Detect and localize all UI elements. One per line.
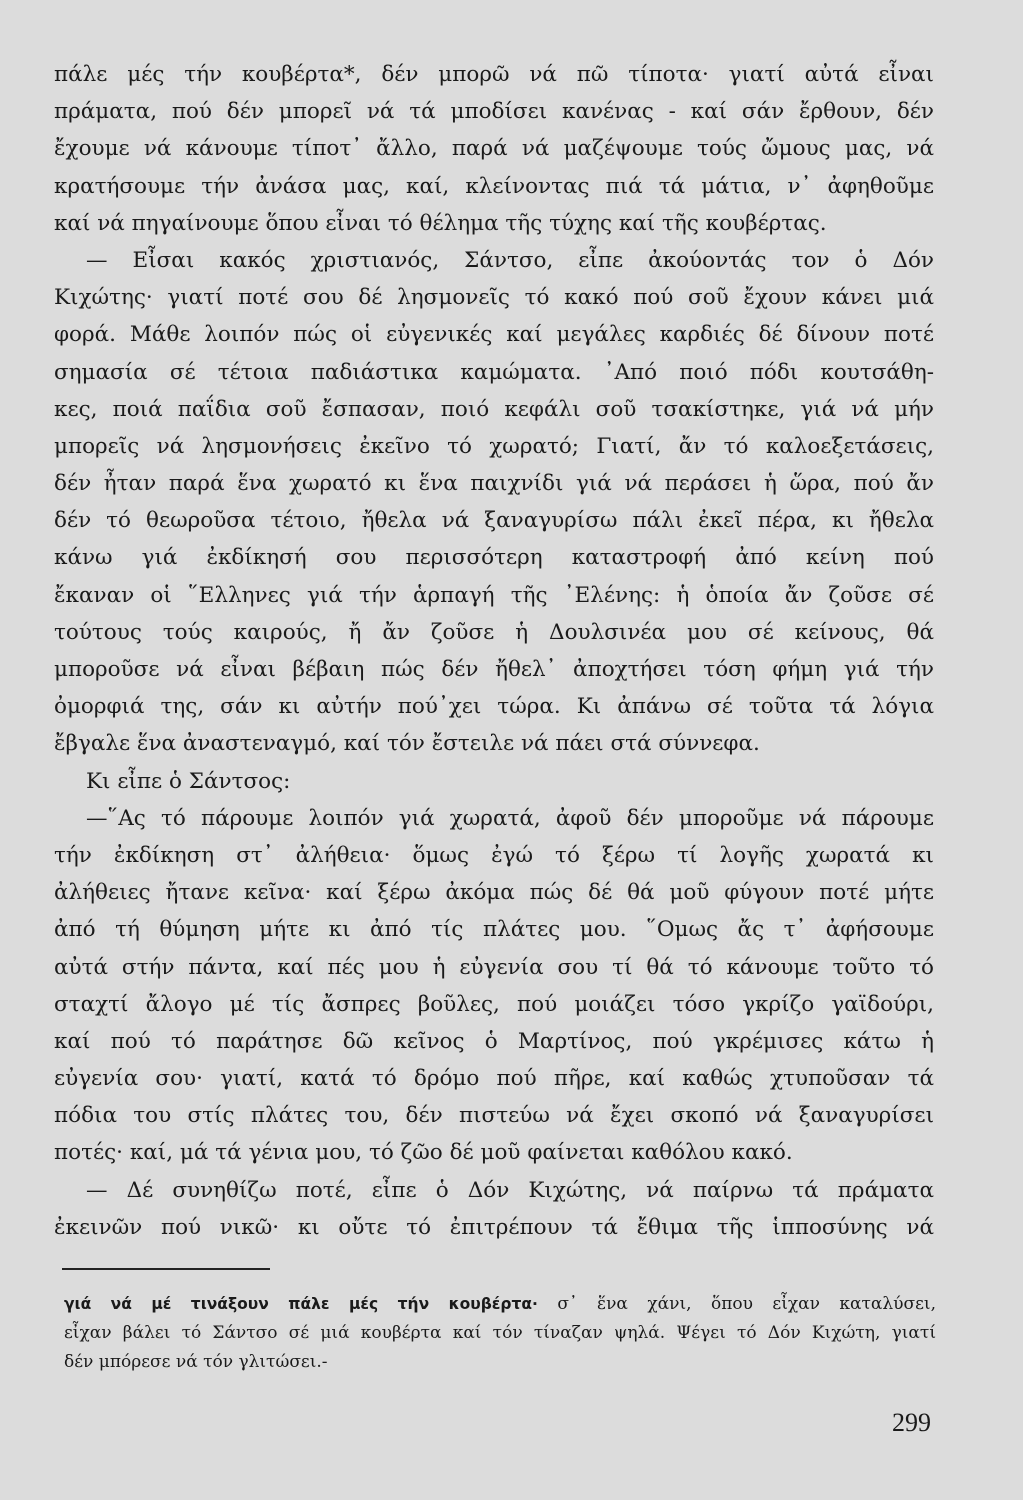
text-line: κάνω γιά ἐκδίκησή σου περισσότερη καταστροφή ἀπό κείνη πού <box>54 545 934 571</box>
page-number: 299 <box>892 1408 931 1437</box>
footnote-line <box>64 1290 936 1319</box>
text-line: ὀμορφιά της, σάν κι αὐτήν πού᾽χει τώρα. Κι ἀπάνω σέ τοῦτα τά λόγια <box>54 694 934 720</box>
footnote-line: δέν μπόρεσε νά τόν γλιτώσει.- <box>64 1352 328 1372</box>
text-line: δέν τό θεωροῦσα τέτοιο, ἤθελα νά ξαναγυρίσω πάλι ἐκεῖ πέρα, κι ἤθελα <box>54 508 934 534</box>
text-line: — Δέ συνηθίζω ποτέ, εἶπε ὁ Δόν Κιχώτης, νά παίρνω τά πράματα <box>86 1177 934 1203</box>
text-line: μπορεῖς νά λησμονήσεις ἐκεῖνο τό χωρατό; Γιατί, ἄν τό καλοεξετάσεις, <box>54 433 934 459</box>
footnote-lead: γιά νά μέ τινάξουν πάλε μές τήν κουβέρτα· <box>64 1295 538 1313</box>
text-line: σημασία σέ τέτοια παδιάστικα καμώματα. ᾽Από ποιό πόδι κουτσάθη- <box>54 359 934 385</box>
text-line: ἔχουμε νά κάνουμε τίποτ᾽ ἄλλο, παρά νά μαζέψουμε τούς ὤμους μας, νά <box>54 136 934 162</box>
footnote-line: εἶχαν βάλει τό Σάντσο σέ μιά κουβέρτα καί τόν τίναζαν ψηλά. Ψέγει τό Δόν Κιχώτη, γιατί <box>64 1323 936 1343</box>
text-line: αὐτά στήν πάντα, καί πές μου ἡ εὐγενία σου τί θά τό κάνουμε τοῦτο τό <box>54 954 934 980</box>
text-line: καί νά πηγαίνουμε ὅπου εἶναι τό θέλημα τῆς τύχης καί τῆς κουβέρτας. <box>54 210 827 236</box>
text-line: ποτές· καί, μά τά γένια μου, τό ζῶο δέ μοῦ φαίνεται καθόλου κακό. <box>54 1140 793 1166</box>
text-line: εὐγενία σου· γιατί, κατά τό δρόμο πού πῆρε, καί καθώς χτυποῦσαν τά <box>54 1066 934 1092</box>
text-line: μποροῦσε νά εἶναι βέβαιη πώς δέν ἤθελ᾽ ἀποχτήσει τόση φήμη γιά τήν <box>54 657 934 682</box>
text-line: πάλε μές τήν κουβέρτα*, δέν μπορῶ νά πῶ τίποτα· γιατί αὐτά εἶναι <box>54 62 934 87</box>
text-line: ἔβγαλε ἕνα ἀναστεναγμό, καί τόν ἔστειλε νά πάει στά σύννεφα. <box>54 731 760 757</box>
text-line: τούτους τούς καιρούς, ἤ ἄν ζοῦσε ἡ Δουλσινέα μου σέ κείνους, θά <box>54 619 934 645</box>
text-line: φορά. Μάθε λοιπόν πώς οἱ εὐγενικές καί μεγάλες καρδιές δέ δίνουν ποτέ <box>54 322 934 348</box>
footnote-text: σ᾽ ἕνα χάνι, ὅπου εἶχαν καταλύσει, <box>537 1294 936 1314</box>
text-line: τήν ἐκδίκηση στ᾽ ἀλήθεια· ὅμως ἐγώ τό ξέρω τί λογῆς χωρατά κι <box>54 842 934 868</box>
footnote <box>64 1290 936 1377</box>
text-line: κες, ποιά παΐδια σοῦ ἔσπασαν, ποιό κεφάλι σοῦ τσακίστηκε, γιά νά μήν <box>54 396 934 422</box>
text-line: κρατήσουμε τήν ἀνάσα μας, καί, κλείνοντας πιά τά μάτια, ν᾽ ἀφηθοῦμε <box>54 173 934 199</box>
footnote-divider <box>62 1268 270 1270</box>
text-line: ἀπό τή θύμηση μήτε κι ἀπό τίς πλάτες μου. ῞Ομως ἄς τ᾽ ἀφήσουμε <box>54 917 934 943</box>
text-line: ἔκαναν οἱ ῞Ελληνες γιά τήν ἁρπαγή τῆς ᾽Ελένης: ἡ ὁποία ἄν ζοῦσε σέ <box>54 582 934 608</box>
text-line: πράματα, πού δέν μπορεῖ νά τά μποδίσει κανένας - καί σάν ἔρθουν, δέν <box>54 99 934 125</box>
text-line: — Εἶσαι κακός χριστιανός, Σάντσο, εἶπε ἀκούοντάς τον ὁ Δόν <box>86 247 934 273</box>
body-text <box>54 56 934 1246</box>
text-line: Κι εἶπε ὁ Σάντσος: <box>86 768 291 794</box>
text-line: δέν ἦταν παρά ἕνα χωρατό κι ἕνα παιχνίδι γιά νά περάσει ἡ ὥρα, πού ἄν <box>54 471 934 497</box>
text-line: σταχτί ἄλογο μέ τίς ἄσπρες βοῦλες, πού μοιάζει τόσο γκρίζο γαϊδούρι, <box>54 991 934 1017</box>
text-line: Κιχώτης· γιατί ποτέ σου δέ λησμονεῖς τό κακό πού σοῦ ἔχουν κάνει μιά <box>54 285 934 311</box>
text-line: καί πού τό παράτησε δῶ κεῖνος ὁ Μαρτίνος, πού γκρέμισες κάτω ἡ <box>54 1028 934 1054</box>
text-line: —῞Ας τό πάρουμε λοιπόν γιά χωρατά, ἀφοῦ δέν μποροῦμε νά πάρουμε <box>86 805 934 831</box>
text-line: ἀλήθειες ἤτανε κεῖνα· καί ξέρω ἀκόμα πώς δέ θά μοῦ φύγουν ποτέ μήτε <box>54 880 934 906</box>
text-line: ἐκεινῶν πού νικῶ· κι οὔτε τό ἐπιτρέπουν τά ἔθιμα τῆς ἱπποσύνης νά <box>54 1214 934 1240</box>
text-line: πόδια του στίς πλάτες του, δέν πιστεύω νά ἔχει σκοπό νά ξαναγυρίσει <box>54 1103 934 1129</box>
